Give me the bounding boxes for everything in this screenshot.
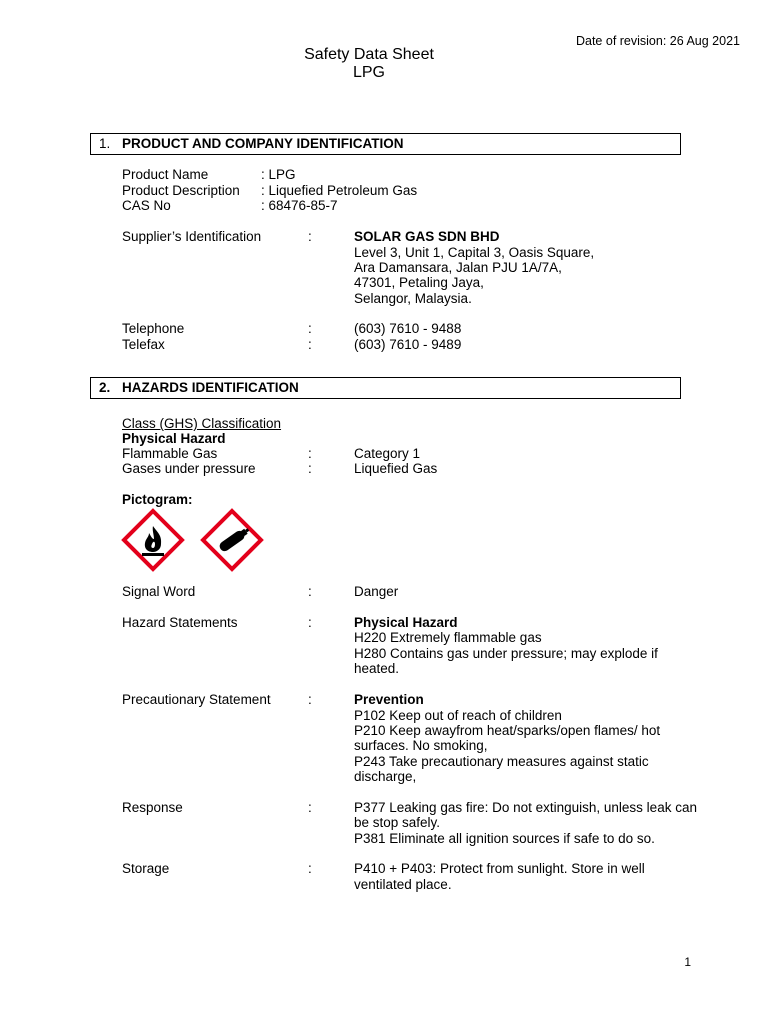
title-line-2: LPG [352,64,385,81]
hazard-line: heated. [354,661,400,676]
title-line-1: Safety Data Sheet [304,46,434,63]
precaution-line: P102 Keep out of reach of children [354,708,562,723]
telefax-value: (603) 7610 - 9489 [354,337,462,352]
colon: : [308,800,312,815]
cas-value: : 68476-85-7 [261,198,338,213]
pictogram-label: Pictogram: [122,492,193,507]
hazard-statements-label: Hazard Statements [122,615,238,630]
address-line: Selangor, Malaysia. [354,291,472,306]
signal-word-value: Danger [354,584,399,599]
address-line: Ara Damansara, Jalan PJU 1A/7A, [354,260,562,275]
supplier-name: SOLAR GAS SDN BHD [354,229,500,244]
storage-line: ventilated place. [354,877,452,892]
telephone-label: Telephone [122,321,185,336]
section-1-title: PRODUCT AND COMPANY IDENTIFICATION [122,136,404,151]
precaution-line: surfaces. No smoking, [354,738,488,753]
colon: : [308,615,312,630]
response-line: be stop safely. [354,815,441,830]
signal-word-label: Signal Word [122,584,196,599]
address-line: Level 3, Unit 1, Capital 3, Oasis Square, [354,245,595,260]
section-2-title: HAZARDS IDENTIFICATION [122,380,299,395]
telefax-label: Telefax [122,337,165,352]
product-description-value: : Liquefied Petroleum Gas [261,183,418,198]
cas-label: CAS No [122,198,171,213]
flame-pictogram-icon [121,508,185,572]
response-label: Response [122,800,183,815]
gas-cylinder-pictogram-icon [200,508,264,572]
revision-date: Date of revision: 26 Aug 2021 [575,34,740,48]
section-1-header [90,133,681,155]
colon: : [308,229,312,244]
document-title [0,46,768,82]
telephone-value: (603) 7610 - 9488 [354,321,462,336]
storage-line: P410 + P403: Protect from sunlight. Store in well [354,861,645,876]
colon: : [308,692,312,707]
colon: : [308,446,312,461]
product-name-value: : LPG [261,167,296,182]
section-1-number: 1. [99,136,111,151]
section-2-number: 2. [99,380,111,395]
gases-pressure-value: Liquefied Gas [354,461,438,476]
page-number: 1 [684,955,691,969]
precaution-line: P210 Keep awayfrom heat/sparks/open flames/ hot [354,723,661,738]
colon: : [308,461,312,476]
colon: : [308,321,312,336]
response-line: P381 Eliminate all ignition sources if safe to do so. [354,831,655,846]
gases-pressure-label: Gases under pressure [122,461,256,476]
hazard-line: H280 Contains gas under pressure; may explode if [354,646,658,661]
product-name-label: Product Name [122,167,209,182]
hazard-line: H220 Extremely flammable gas [354,630,542,645]
storage-label: Storage [122,861,170,876]
hazard-statements-heading: Physical Hazard [354,615,458,630]
flammable-gas-value: Category 1 [354,446,421,461]
section-2-header [90,377,681,399]
physical-hazard-heading: Physical Hazard [122,431,226,446]
supplier-label: Supplier’s Identification [122,229,262,244]
address-line: 47301, Petaling Jaya, [354,275,484,290]
colon: : [308,337,312,352]
response-line: P377 Leaking gas fire: Do not extinguish, unless leak can [354,800,697,815]
prevention-heading: Prevention [354,692,424,707]
ghs-classification-heading: Class (GHS) Classification [122,416,282,431]
product-description-label: Product Description [122,183,240,198]
precaution-line: P243 Take precautionary measures against static [354,754,649,769]
colon: : [308,584,312,599]
colon: : [308,861,312,876]
flammable-gas-label: Flammable Gas [122,446,218,461]
precaution-line: discharge, [354,769,417,784]
precautionary-statement-label: Precautionary Statement [122,692,271,707]
